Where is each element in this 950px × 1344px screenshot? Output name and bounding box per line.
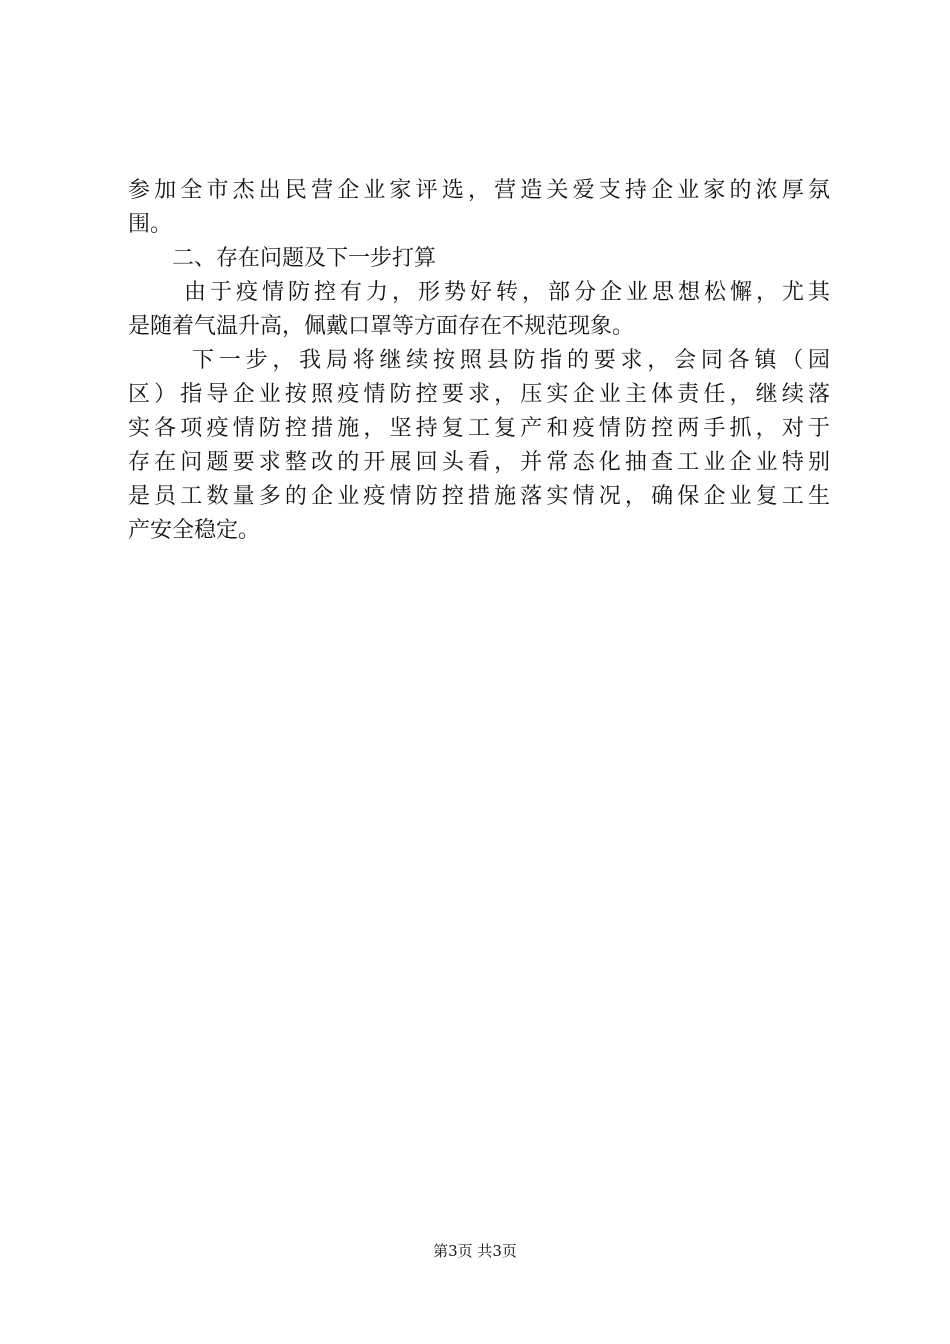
body-text-line: 是员工数量多的企业疫情防控措施落实情况，确保企业复工生 xyxy=(128,484,830,509)
body-text-line: 由于疫情防控有力，形势好转，部分企业思想松懈，尤其 xyxy=(184,280,830,305)
section-heading: 二、存在问题及下一步打算 xyxy=(172,246,437,271)
body-text-line: 存在问题要求整改的开展回头看，并常态化抽查工业企业特别 xyxy=(128,450,830,475)
body-text-line: 是随着气温升高，佩戴口罩等方面存在不规范现象。 xyxy=(128,314,635,339)
body-text-line: 围。 xyxy=(128,212,173,237)
body-text-line: 区）指导企业按照疫情防控要求，压实企业主体责任，继续落 xyxy=(128,382,830,407)
body-text-line: 参加全市杰出民营企业家评选，营造关爱支持企业家的浓厚氛 xyxy=(128,178,830,203)
document-body xyxy=(128,174,830,548)
body-text-line: 产安全稳定。 xyxy=(128,518,261,543)
body-text-line: 实各项疫情防控措施，坚持复工复产和疫情防控两手抓，对于 xyxy=(128,416,830,441)
body-text-line: 下一步，我局将继续按照县防指的要求，会同各镇（园 xyxy=(192,348,830,373)
page-number-footer: 第3页 共3页 xyxy=(433,1242,517,1260)
